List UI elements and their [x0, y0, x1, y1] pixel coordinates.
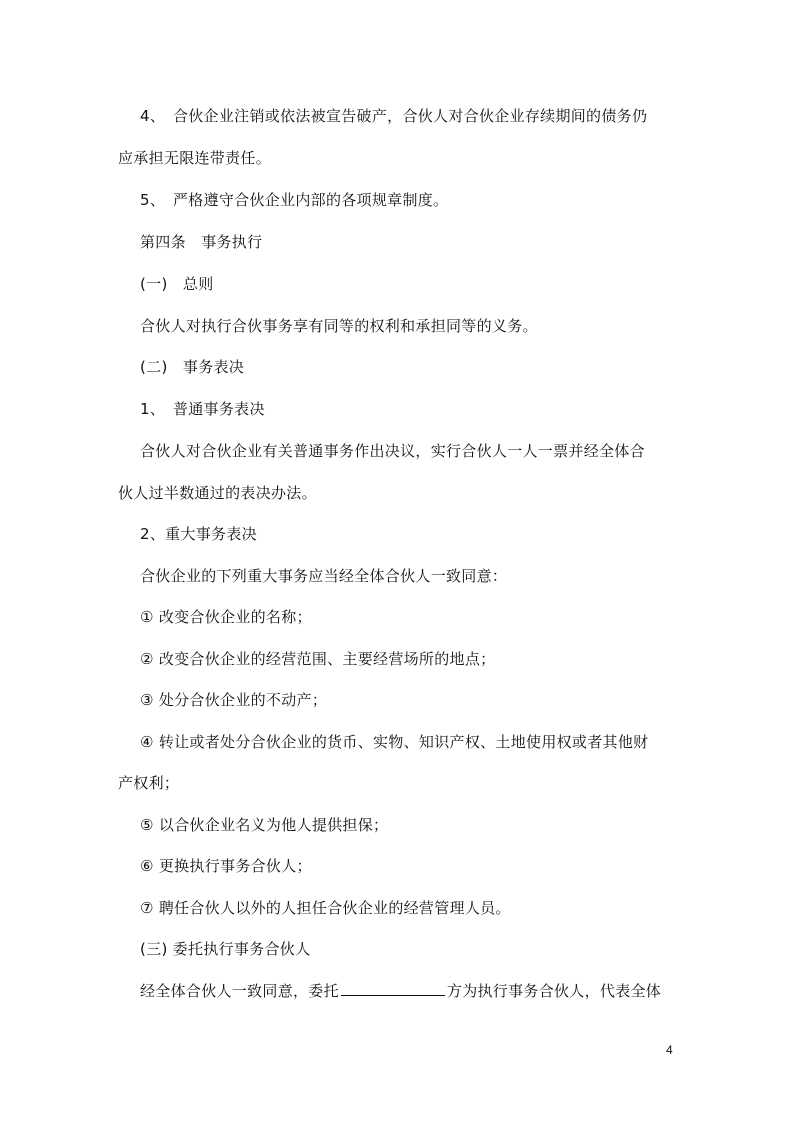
list-item: ⑦ 聘任合伙人以外的人担任合伙企业的经营管理人员。	[140, 899, 511, 917]
fill-in-blank	[341, 981, 445, 996]
text-before-blank: 经全体合伙人一致同意，委托	[140, 982, 339, 1000]
paragraph-line: 合伙人对执行合伙事务享有同等的权利和承担同等的义务。	[140, 317, 538, 335]
item-heading: 2、重大事务表决	[140, 525, 257, 543]
paragraph-line: 5、 严格遵守合伙企业内部的各项规章制度。	[140, 191, 449, 209]
paragraph-line: 合伙企业的下列重大事务应当经全体合伙人一致同意：	[140, 567, 508, 585]
paragraph-line	[140, 981, 661, 1001]
paragraph-line: 合伙人对合伙企业有关普通事务作出决议，实行合伙人一人一票并经全体合	[140, 442, 645, 460]
subsection-heading: (三) 委托执行事务合伙人	[140, 940, 311, 958]
list-item: ③ 处分合伙企业的不动产；	[140, 691, 328, 709]
section-heading: 第四条 事务执行	[140, 233, 263, 251]
paragraph-line: 4、 合伙企业注销或依法被宣告破产，合伙人对合伙企业存续期间的债务仍	[140, 107, 648, 125]
list-item: ④ 转让或者处分合伙企业的货币、实物、知识产权、土地使用权或者其他财	[140, 733, 649, 751]
list-item: ② 改变合伙企业的经营范围、主要经营场所的地点；	[140, 650, 496, 668]
subsection-heading: (二) 事务表决	[140, 358, 245, 376]
list-item: ⑤ 以合伙企业名义为他人提供担保；	[140, 816, 389, 834]
paragraph-line: 应承担无限连带责任。	[118, 149, 272, 167]
subsection-heading: (一) 总则	[140, 275, 214, 293]
list-item: ① 改变合伙企业的名称；	[140, 608, 312, 626]
item-heading: 1、 普通事务表决	[140, 400, 265, 418]
list-item-continuation: 产权利；	[118, 774, 180, 792]
list-item: ⑥ 更换执行事务合伙人；	[140, 857, 312, 875]
text-after-blank: 方为执行事务合伙人，代表全体	[446, 982, 662, 1000]
page-number: 4	[666, 1043, 673, 1057]
paragraph-line: 伙人过半数通过的表决办法。	[118, 484, 317, 502]
